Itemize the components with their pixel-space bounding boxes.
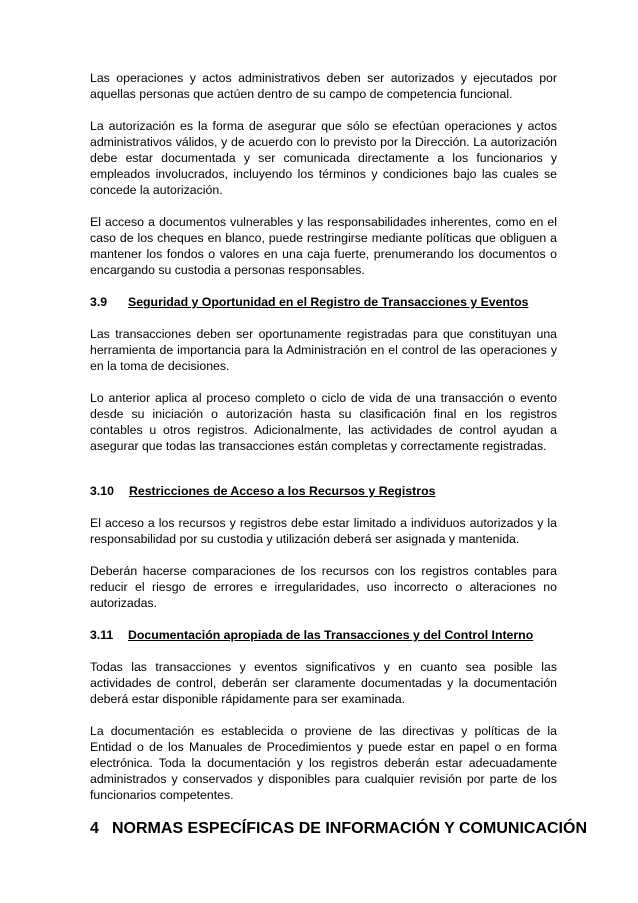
section-number: 3.9 bbox=[90, 295, 108, 309]
paragraph-3-9-2: Lo anterior aplica al proceso completo o ciclo de vida de una transacción o evento desde su iniciación o autorización hasta su clasificación final en los registros contables u otros registros. Adicionalmente, las actividades de control ayudan a asegurar que todas las transacciones están completas y correctamente registradas. bbox=[90, 391, 557, 453]
paragraph-authorization-scope: Las operaciones y actos administrativos deben ser autorizados y ejecutados por aquellas personas que actúen dentro de su campo de competencia funcional. bbox=[90, 71, 557, 101]
section-title: Documentación apropiada de las Transacciones y del Control Interno bbox=[128, 628, 534, 642]
section-number: 3.10 bbox=[90, 484, 114, 498]
section-heading-3-11 bbox=[90, 627, 557, 643]
section-title: Seguridad y Oportunidad en el Registro de Transacciones y Eventos bbox=[128, 295, 529, 309]
paragraph-3-10-1: El acceso a los recursos y registros debe estar limitado a individuos autorizados y la responsabilidad por su custodia y utilización deberá ser asignada y mantenida. bbox=[90, 516, 557, 546]
section-heading-3-10 bbox=[90, 483, 557, 499]
section-number: 3.11 bbox=[90, 628, 114, 642]
section-title: Restricciones de Acceso a los Recursos y Registros bbox=[129, 484, 436, 498]
chapter-heading-4 bbox=[90, 819, 587, 839]
paragraph-authorization-definition: La autorización es la forma de asegurar que sólo se efectúan operaciones y actos administrativos válidos, y de acuerdo con lo previsto por la Dirección. La autorización debe estar documentada y ser comunicada directamente a los funcionarios y empleados involucrados, incluyendo los términos y condiciones bajo las cuales se concede la autorización. bbox=[90, 119, 557, 197]
paragraph-3-11-1: Todas las transacciones y eventos significativos y en cuanto sea posible las actividades de control, deberán ser claramente documentadas y la documentación deberá estar disponible rápidamente para ser examinada. bbox=[90, 660, 557, 706]
paragraph-3-9-1: Las transacciones deben ser oportunamente registradas para que constituyan una herramienta de importancia para la Administración en el control de las operaciones y en la toma de decisiones. bbox=[90, 327, 557, 373]
chapter-title: NORMAS ESPECÍFICAS DE INFORMACIÓN Y COMUNICACIÓN bbox=[112, 820, 587, 837]
section-heading-3-9 bbox=[90, 294, 557, 310]
chapter-number: 4 bbox=[90, 820, 99, 837]
paragraph-vulnerable-documents: El acceso a documentos vulnerables y las responsabilidades inherentes, como en el caso de los cheques en blanco, puede restringirse mediante políticas que obliguen a mantener los fondos o valores en una caja fuerte, prenumerando los documentos o encargando su custodia a personas responsables. bbox=[90, 215, 557, 277]
spacer bbox=[90, 470, 557, 483]
paragraph-3-11-2: La documentación es establecida o proviene de las directivas y políticas de la Entidad o de los Manuales de Procedimientos y puede estar en papel o en forma electrónica. Toda la documentación y los registros deberán estar adecuadamente administrados y conservados y disponibles para cualquier revisión por parte de los funcionarios competentes. bbox=[90, 724, 557, 802]
paragraph-3-10-2: Deberán hacerse comparaciones de los recursos con los registros contables para reducir el riesgo de errores e irregularidades, uso incorrecto o alteraciones no autorizadas. bbox=[90, 564, 557, 610]
document-page bbox=[90, 70, 587, 839]
